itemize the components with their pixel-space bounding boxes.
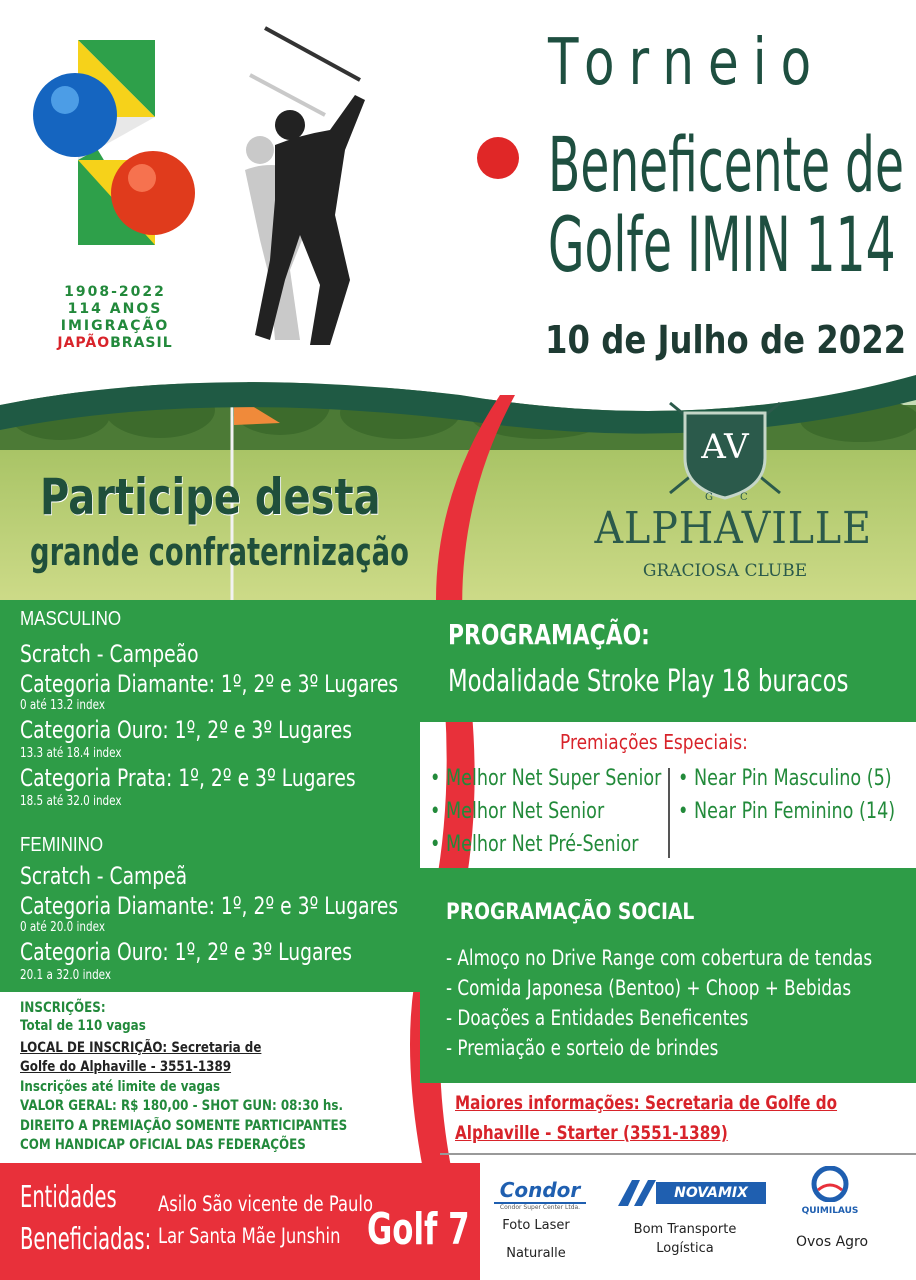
red-dot — [477, 137, 519, 179]
feminino-diamante: Categoria Diamante: 1º, 2º e 3º Lugares — [20, 892, 399, 920]
quimilaus-name: QUIMILAUS — [801, 1206, 859, 1216]
premiacao-left-3: • Melhor Net Pré-Senior — [430, 832, 639, 857]
japan-brazil-emblem-icon — [30, 35, 210, 255]
condor-logo — [494, 1178, 586, 1211]
masculino-heading: MASCULINO — [20, 608, 122, 630]
club-gc-left: G — [705, 492, 713, 503]
inscricoes-local-2: Golfe do Alphaville - 3551-1389 — [20, 1059, 232, 1075]
golf7-label: Golf 7 — [367, 1204, 470, 1255]
masculino-diamante-index: 0 até 13.2 index — [20, 698, 105, 713]
social-item-1: - Almoço no Drive Range com cobertura de tendas — [446, 946, 873, 970]
inscricoes-heading: INSCRIÇÕES: — [20, 1000, 106, 1016]
entidades-label-1: Entidades — [20, 1180, 117, 1215]
feminino-diamante-index: 0 até 20.0 index — [20, 920, 105, 935]
feminino-ouro: Categoria Ouro: 1º, 2º e 3º Lugares — [20, 938, 352, 966]
programacao-modalidade: Modalidade Stroke Play 18 buracos — [448, 664, 849, 699]
club-crest-icon — [580, 398, 870, 503]
inscricoes-direito-1: DIREITO A PREMIAÇÃO SOMENTE PARTICIPANTES — [20, 1118, 348, 1134]
entidade-2: Lar Santa Mãe Junshin — [158, 1224, 341, 1248]
feminino-heading: FEMININO — [20, 834, 104, 856]
event-date: 10 de Julho de 2022 — [545, 318, 907, 362]
masculino-prata: Categoria Prata: 1º, 2º e 3º Lugares — [20, 764, 356, 792]
alphaville-logo — [580, 398, 870, 588]
title-line-1: Torneio — [548, 26, 826, 100]
sponsor-ovos-agro: Ovos Agro — [795, 1234, 869, 1250]
info-line-2: Alphaville - Starter (3551-1389) — [455, 1122, 728, 1144]
logo-japao-brasil — [40, 335, 190, 351]
masculino-scratch: Scratch - Campeão — [20, 640, 199, 668]
premiacao-right-2: • Near Pin Feminino (14) — [678, 799, 896, 824]
club-monogram: AV — [701, 427, 749, 467]
premiacao-left-1: • Melhor Net Super Senior — [430, 766, 662, 791]
social-heading: PROGRAMAÇÃO SOCIAL — [446, 900, 695, 925]
inscricoes-vagas: Total de 110 vagas — [20, 1018, 146, 1034]
club-gc-right: C — [740, 492, 748, 503]
masculino-ouro: Categoria Ouro: 1º, 2º e 3º Lugares — [20, 716, 352, 744]
quimilaus-emblem-icon — [810, 1166, 850, 1202]
sponsor-bom-transporte-1: Bom Transporte — [633, 1222, 737, 1237]
masculino-ouro-index: 13.3 até 18.4 index — [20, 746, 122, 761]
condor-name: Condor — [494, 1178, 586, 1204]
inscricoes-direito-2: COM HANDICAP OFICIAL DAS FEDERAÇÕES — [20, 1137, 306, 1153]
sponsor-bom-transporte-2: Logística — [656, 1241, 714, 1256]
inscricoes-valor: VALOR GERAL: R$ 180,00 - SHOT GUN: 08:30 hs. — [20, 1098, 343, 1114]
sponsor-naturalle: Naturalle — [506, 1246, 566, 1261]
imigracao-logo — [30, 35, 210, 255]
feminino-scratch: Scratch - Campeã — [20, 862, 188, 890]
premiacao-right-1: • Near Pin Masculino (5) — [678, 766, 892, 791]
masculino-prata-index: 18.5 até 32.0 index — [20, 794, 122, 809]
banner-line-1: Participe desta — [40, 468, 381, 526]
novamix-emblem-icon — [618, 1178, 658, 1208]
inscricoes-local-1: LOCAL DE INSCRIÇÃO: Secretaria de — [20, 1040, 262, 1056]
premiacoes-divider — [668, 768, 670, 858]
logo-anos: 114 ANOS — [67, 301, 163, 317]
social-item-2: - Comida Japonesa (Bentoo) + Choop + Bebidas — [446, 976, 852, 1000]
logo-brasil: BRASIL — [110, 335, 173, 351]
premiacao-left-2: • Melhor Net Senior — [430, 799, 605, 824]
novamix-logo — [618, 1178, 768, 1208]
title-line-3: Golfe IMIN 114 — [548, 200, 896, 289]
logo-imigracao: IMIGRAÇÃO — [60, 318, 170, 334]
inscricoes-limite: Inscrições até limite de vagas — [20, 1079, 221, 1095]
golfer-icon — [230, 20, 390, 360]
premiacoes-heading: Premiações Especiais: — [560, 730, 748, 754]
masculino-diamante: Categoria Diamante: 1º, 2º e 3º Lugares — [20, 670, 399, 698]
info-divider — [440, 1153, 916, 1155]
club-subtitle: GRACIOSA CLUBE — [642, 561, 808, 581]
entidades-label-2: Beneficiadas: — [20, 1222, 152, 1257]
logo-years: 1908-2022 — [64, 284, 166, 300]
programacao-heading: PROGRAMAÇÃO: — [448, 618, 650, 651]
title-line-2: Beneficente de — [548, 120, 904, 209]
sponsor-foto-laser: Foto Laser — [502, 1218, 570, 1233]
entidade-1: Asilo São vicente de Paulo — [158, 1192, 373, 1216]
feminino-ouro-index: 20.1 a 32.0 index — [20, 968, 112, 983]
quimilaus-logo — [800, 1166, 860, 1216]
club-name: ALPHAVILLE — [594, 503, 872, 554]
info-line-1: Maiores informações: Secretaria de Golfe do — [455, 1092, 838, 1114]
social-item-4: - Premiação e sorteio de brindes — [446, 1036, 719, 1060]
golfer-silhouette — [230, 20, 390, 360]
banner-line-2: grande confraternização — [30, 530, 409, 574]
social-item-3: - Doações a Entidades Beneficentes — [446, 1006, 749, 1030]
logo-japao: JAPÃO — [57, 335, 111, 351]
condor-sub: Condor Super Center Ltda. — [499, 1204, 581, 1211]
novamix-name: NOVAMIX — [656, 1182, 766, 1204]
